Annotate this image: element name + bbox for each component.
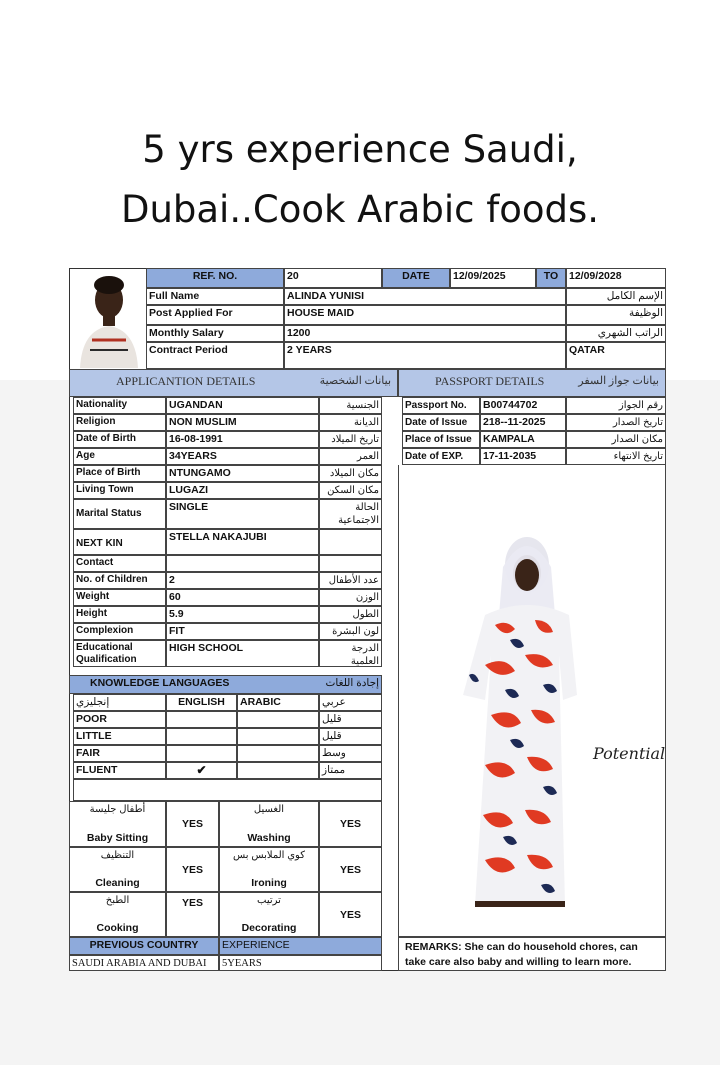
languages-title-arabic: إجادة اللغات	[325, 677, 379, 689]
applicant-full-photo	[455, 525, 580, 910]
personal-value: 34YEARS	[166, 448, 319, 465]
lang-col-ar-ar: عربي	[319, 694, 382, 711]
skill-arabic: الغسيل	[253, 804, 285, 815]
application-details-title: APPLICANTION DETAILS	[116, 374, 256, 388]
skill-cell	[69, 847, 166, 892]
post-arabic: الوظيفة	[566, 305, 666, 325]
language-level-arabic: قليل	[319, 711, 382, 728]
personal-label: Date of Birth	[73, 431, 166, 448]
personal-value: NTUNGAMO	[166, 465, 319, 482]
english-level-mark	[166, 745, 237, 762]
arabic-level-mark	[237, 745, 319, 762]
salary-arabic: الراتب الشهري	[566, 325, 666, 342]
personal-label: No. of Children	[73, 572, 166, 589]
skill-arabic: ترتيب	[257, 895, 281, 906]
skill-label: Decorating	[241, 922, 297, 934]
languages-header	[69, 675, 382, 694]
languages-spacer	[73, 779, 382, 801]
english-level-mark	[166, 728, 237, 745]
passport-details-title: PASSPORT DETAILS	[435, 374, 545, 388]
arabic-level-mark	[237, 728, 319, 745]
personal-value: NON MUSLIM	[166, 414, 319, 431]
passport-value: 218--11-2025	[480, 414, 566, 431]
experience-label: EXPERIENCE	[219, 937, 382, 955]
contract-country: QATAR	[566, 342, 666, 369]
personal-arabic: الطول	[319, 606, 382, 623]
passport-details-header	[398, 369, 666, 397]
date-label: DATE	[382, 268, 450, 288]
contract-label: Contract Period	[146, 342, 284, 369]
heading	[0, 120, 720, 240]
personal-label: Living Town	[73, 482, 166, 499]
passport-label: Place of Issue	[402, 431, 480, 448]
personal-value: 5.9	[166, 606, 319, 623]
personal-label: Religion	[73, 414, 166, 431]
language-level-label: POOR	[73, 711, 166, 728]
personal-label: Height	[73, 606, 166, 623]
skill-label: Washing	[247, 832, 291, 844]
english-level-mark	[166, 711, 237, 728]
skill-arabic: أطفال جليسة	[89, 804, 146, 815]
to-value: 12/09/2028	[566, 268, 666, 288]
application-details-arabic: بيانات الشخصية	[319, 375, 391, 387]
ref-label: REF. NO.	[146, 268, 284, 288]
skill-value: YES	[319, 847, 382, 892]
personal-value: HIGH SCHOOL	[166, 640, 319, 667]
language-level-arabic: قليل	[319, 728, 382, 745]
personal-arabic	[319, 555, 382, 572]
language-level-arabic: ممتاز	[319, 762, 382, 779]
date-value: 12/09/2025	[450, 268, 536, 288]
personal-value: LUGAZI	[166, 482, 319, 499]
personal-arabic: عدد الأطفال	[319, 572, 382, 589]
personal-value: 2	[166, 572, 319, 589]
personal-arabic: الدرجة العلمية	[319, 640, 382, 667]
skill-cell	[219, 801, 319, 847]
skill-value: YES	[166, 892, 219, 937]
passport-arabic: تاريخ الانتهاء	[566, 448, 666, 465]
applicant-headshot	[72, 270, 146, 368]
full-name-label: Full Name	[146, 288, 284, 305]
passport-label: Date of EXP.	[402, 448, 480, 465]
personal-value: 16-08-1991	[166, 431, 319, 448]
passport-arabic: تاريخ الصدار	[566, 414, 666, 431]
heading-line-2: Dubai..Cook Arabic foods.	[120, 188, 600, 231]
contract-value: 2 YEARS	[284, 342, 566, 369]
skill-label: Baby Sitting	[86, 832, 149, 844]
personal-arabic: مكان السكن	[319, 482, 382, 499]
personal-arabic: الوزن	[319, 589, 382, 606]
personal-label: Weight	[73, 589, 166, 606]
remarks: REMARKS: She can do household chores, can take care also baby and willing to learn more.	[398, 937, 666, 971]
arabic-level-mark	[237, 762, 319, 779]
lang-col-english: ENGLISH	[166, 694, 237, 711]
personal-label: Marital Status	[73, 499, 166, 529]
language-level-label: LITTLE	[73, 728, 166, 745]
language-level-arabic: وسط	[319, 745, 382, 762]
lang-col-arabic: ARABIC	[237, 694, 319, 711]
passport-label: Passport No.	[402, 397, 480, 414]
skill-arabic: التنظيف	[100, 850, 135, 861]
application-details-header	[69, 369, 398, 397]
skill-cell	[69, 801, 166, 847]
passport-arabic: مكان الصدار	[566, 431, 666, 448]
personal-label: Educational Qualification	[73, 640, 166, 667]
skill-value: YES	[319, 801, 382, 847]
passport-value: B00744702	[480, 397, 566, 414]
personal-value: UGANDAN	[166, 397, 319, 414]
experience-value: 5YEARS	[219, 955, 382, 971]
previous-country-value: SAUDI ARABIA AND DUBAI	[69, 955, 219, 971]
personal-value	[166, 555, 319, 572]
skill-value: YES	[319, 892, 382, 937]
personal-label: Nationality	[73, 397, 166, 414]
personal-value: 60	[166, 589, 319, 606]
personal-arabic	[319, 529, 382, 555]
salary-value: 1200	[284, 325, 566, 342]
personal-arabic: تاريخ الميلاد	[319, 431, 382, 448]
personal-arabic: العمر	[319, 448, 382, 465]
passport-details-arabic: بيانات جواز السفر	[578, 375, 659, 387]
arabic-level-mark	[237, 711, 319, 728]
salary-label: Monthly Salary	[146, 325, 284, 342]
personal-arabic: الديانة	[319, 414, 382, 431]
personal-value: STELLA NAKAJUBI	[166, 529, 319, 555]
language-level-label: FAIR	[73, 745, 166, 762]
full-name-arabic: الإسم الكامل	[566, 288, 666, 305]
skill-label: Cooking	[96, 922, 139, 934]
personal-label: Place of Birth	[73, 465, 166, 482]
personal-label: Age	[73, 448, 166, 465]
english-level-mark: ✔	[166, 762, 237, 779]
personal-arabic: الجنسية	[319, 397, 382, 414]
skill-cell	[69, 892, 166, 937]
post-label: Post Applied For	[146, 305, 284, 325]
languages-title: KNOWLEDGE LANGUAGES	[90, 677, 230, 689]
ref-value: 20	[284, 268, 382, 288]
personal-label: Complexion	[73, 623, 166, 640]
personal-label: Contact	[73, 555, 166, 572]
personal-value: FIT	[166, 623, 319, 640]
personal-arabic: مكان الميلاد	[319, 465, 382, 482]
passport-value: KAMPALA	[480, 431, 566, 448]
personal-arabic: لون البشرة	[319, 623, 382, 640]
skill-arabic: الطبخ	[105, 895, 130, 906]
skill-arabic: كوي الملابس بس	[233, 850, 305, 861]
skill-cell	[219, 892, 319, 937]
personal-label: NEXT KIN	[73, 529, 166, 555]
skill-value: YES	[166, 801, 219, 847]
full-name-value: ALINDA YUNISI	[284, 288, 566, 305]
language-level-label: FLUENT	[73, 762, 166, 779]
to-label: TO	[536, 268, 566, 288]
skill-value: YES	[166, 847, 219, 892]
passport-label: Date of Issue	[402, 414, 480, 431]
passport-arabic: رقم الجواز	[566, 397, 666, 414]
personal-arabic: الحالة الاجتماعية	[319, 499, 382, 529]
heading-line-1: 5 yrs experience Saudi,	[142, 128, 578, 171]
post-value: HOUSE MAID	[284, 305, 566, 325]
signature: Potential	[593, 744, 666, 763]
lang-col-en-ar: إنجليزي	[73, 694, 166, 711]
skill-label: Ironing	[251, 877, 287, 889]
skill-label: Cleaning	[95, 877, 140, 889]
personal-value: SINGLE	[166, 499, 319, 529]
passport-value: 17-11-2035	[480, 448, 566, 465]
previous-country-label: PREVIOUS COUNTRY	[69, 937, 219, 955]
skill-cell	[219, 847, 319, 892]
